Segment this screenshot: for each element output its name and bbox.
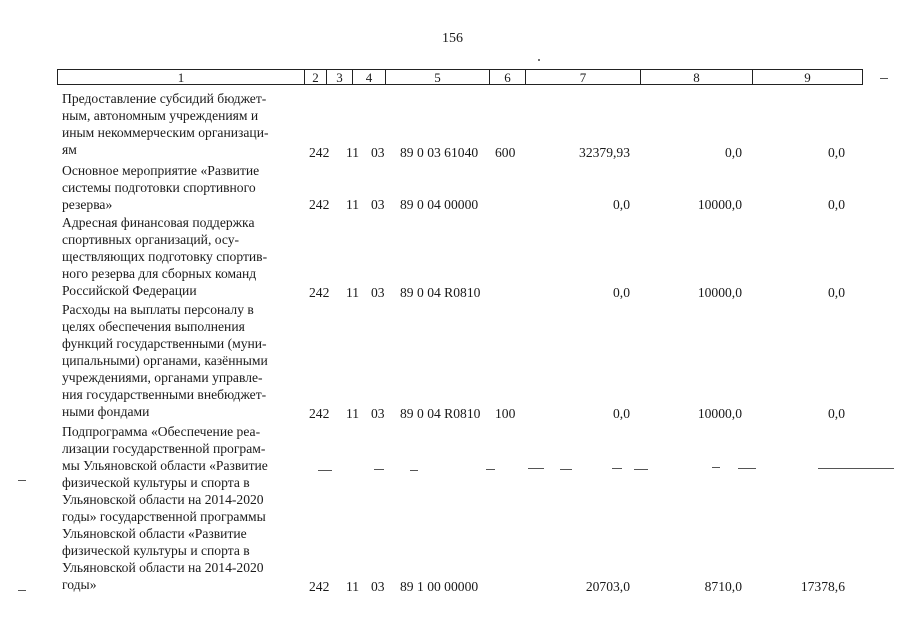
header-col-3: 3	[327, 70, 353, 84]
scan-dash	[712, 467, 720, 468]
row-2-col-9: 0,0	[828, 197, 845, 212]
header-col-1: 1	[58, 70, 305, 84]
row-4-col-7: 0,0	[613, 406, 630, 421]
row-5-col-2: 242	[309, 579, 330, 594]
row-5-col-4: 03	[371, 579, 385, 594]
row-1-description: Предоставление субсидий бюджет- ным, автономным учреждениям и иным некоммерческим организаци- ям	[62, 91, 269, 157]
row-3-col-2: 242	[309, 285, 330, 300]
row-4-col-5: 89 0 04 R0810	[400, 406, 481, 421]
row-2-col-4: 03	[371, 197, 385, 212]
header-col-2: 2	[305, 70, 327, 84]
row-4-col-6: 100	[495, 406, 516, 421]
header-col-6: 6	[490, 70, 526, 84]
row-4-col-2: 242	[309, 406, 330, 421]
header-col-4: 4	[353, 70, 386, 84]
row-5-col-7: 20703,0	[585, 579, 630, 594]
header-col-5: 5	[386, 70, 490, 84]
row-1-col-5: 89 0 03 61040	[400, 145, 479, 160]
row-3-col-4: 03	[371, 285, 385, 300]
scan-speck	[538, 59, 540, 61]
table-header	[57, 69, 863, 85]
row-3-col-8: 10000,0	[697, 285, 742, 300]
row-3-col-7: 0,0	[613, 285, 630, 300]
scan-dash	[374, 469, 384, 470]
row-1-col-6: 600	[495, 145, 516, 160]
row-2-col-8: 10000,0	[697, 197, 742, 212]
row-4-description: Расходы на выплаты персоналу в целях обеспечения выполнения функций государственными (муни- ципальными) органами, казёнными учреждениями, органами управле- ния государственными внебюджет- ными фондами	[62, 302, 268, 419]
row-5-col-8: 8710,0	[704, 579, 742, 594]
header-col-8: 8	[641, 70, 753, 84]
header-col-7: 7	[526, 70, 641, 84]
row-2-col-2: 242	[309, 197, 330, 212]
row-1-col-8: 0,0	[725, 145, 742, 160]
row-4-col-9: 0,0	[828, 406, 845, 421]
row-3-description: Адресная финансовая поддержка спортивных организаций, осу- ществляющих подготовку спортив- ного резерва для сборных команд Российской Федерации	[62, 215, 268, 298]
row-4-col-4: 03	[371, 406, 385, 421]
scan-dash	[318, 470, 332, 471]
scan-dash	[738, 468, 756, 469]
scan-dash	[528, 468, 544, 469]
scan-dash	[18, 590, 26, 591]
row-1-col-2: 242	[309, 145, 330, 160]
scan-dash	[410, 470, 418, 471]
row-5-description: Подпрограмма «Обеспечение реа- лизации государственной програм- мы Ульяновской области «Развитие физической культуры и спорта в Ульяновской области на 2014-2020 годы» государственной программы Ульяновской области «Развитие физической культуры и спорта в Ульяновской области на 2014-2020 годы»	[62, 424, 268, 592]
scan-dash	[486, 469, 495, 470]
page-number: 156	[442, 31, 463, 46]
scan-dash	[612, 468, 622, 469]
scan-dash	[18, 480, 26, 481]
row-5-col-9: 17378,6	[800, 579, 845, 594]
row-4-col-3: 11	[346, 406, 360, 421]
row-5-col-3: 11	[346, 579, 360, 594]
row-2-col-3: 11	[346, 197, 360, 212]
row-3-col-5: 89 0 04 R0810	[400, 285, 481, 300]
row-1-col-3: 11	[346, 145, 360, 160]
row-2-description: Основное мероприятие «Развитие системы подготовки спортивного резерва»	[62, 163, 260, 212]
scan-dash	[560, 469, 572, 470]
row-2-col-7: 0,0	[613, 197, 630, 212]
row-1-col-4: 03	[371, 145, 385, 160]
scan-dash	[634, 469, 648, 470]
row-5-col-5: 89 1 00 00000	[400, 579, 479, 594]
header-col-9: 9	[804, 70, 811, 85]
row-2-col-5: 89 0 04 00000	[400, 197, 479, 212]
row-3-col-3: 11	[346, 285, 360, 300]
row-1-col-7: 32379,93	[579, 145, 630, 160]
scan-dash	[880, 78, 888, 79]
scan-dash	[818, 468, 894, 469]
row-4-col-8: 10000,0	[697, 406, 742, 421]
row-3-col-9: 0,0	[828, 285, 845, 300]
row-1-col-9: 0,0	[828, 145, 845, 160]
